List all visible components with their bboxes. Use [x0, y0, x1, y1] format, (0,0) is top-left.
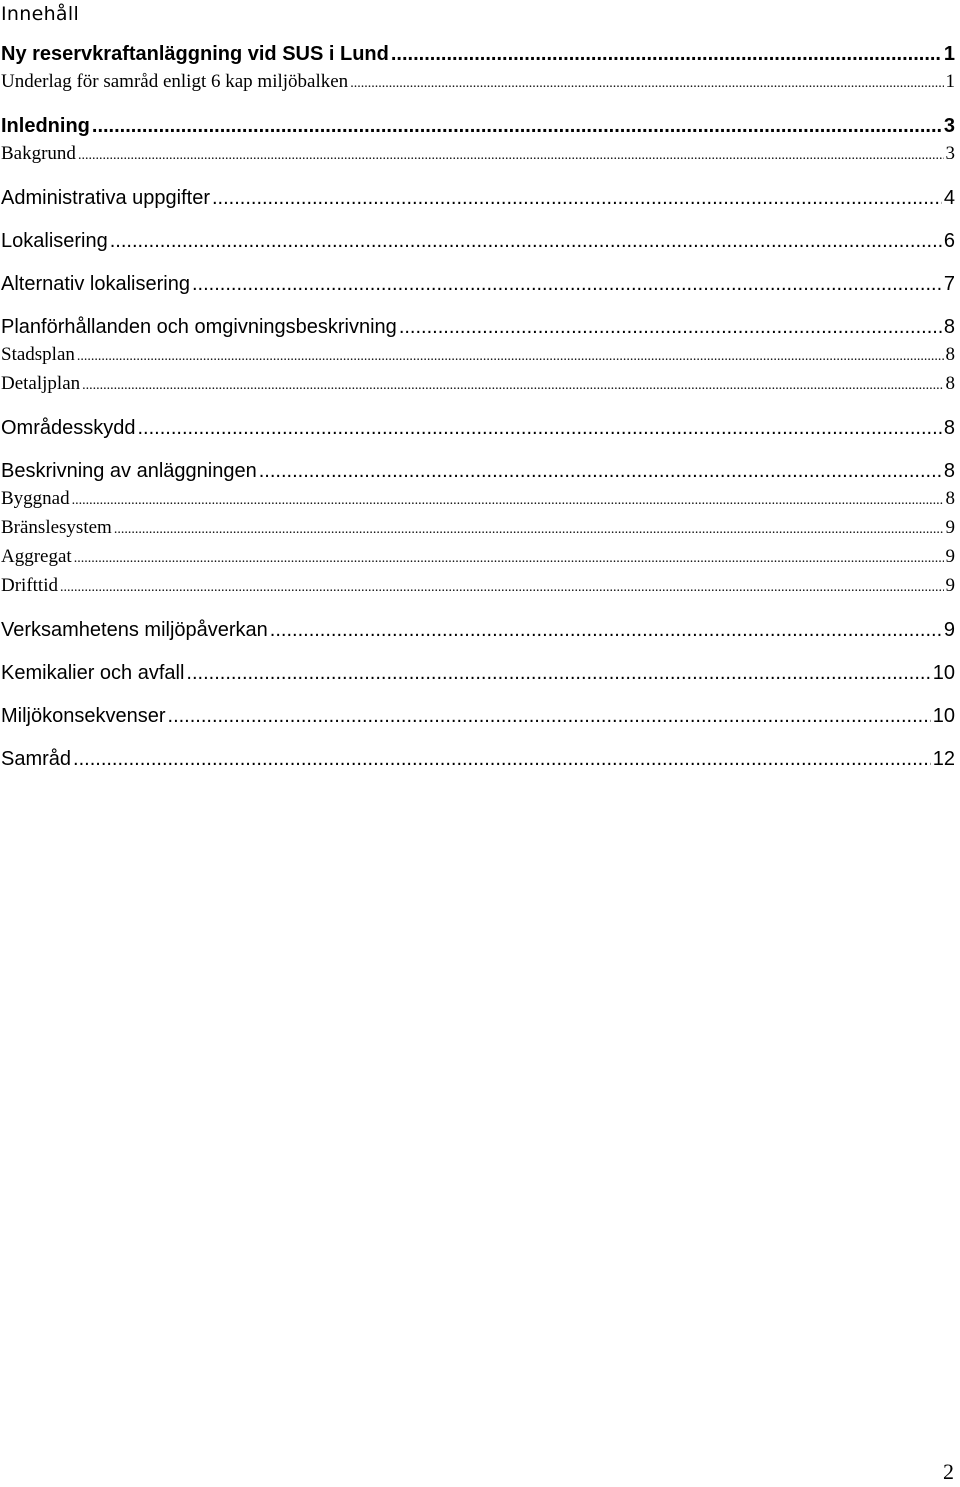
- toc-entry-byggnad[interactable]: [1, 485, 955, 514]
- toc-entry-page: 3: [943, 115, 955, 137]
- toc-entry-page: 12: [932, 748, 955, 770]
- toc-entry-bakgrund[interactable]: [1, 140, 955, 169]
- toc-entry-underlag-for-samrad[interactable]: [1, 68, 955, 97]
- toc-entry-detaljplan[interactable]: [1, 370, 955, 399]
- toc-entry-stadsplan[interactable]: [1, 341, 955, 370]
- toc-dot-leader: [92, 112, 942, 140]
- toc-entry-page: 8: [943, 316, 955, 338]
- toc-entry-lokalisering[interactable]: [1, 227, 955, 255]
- toc-dot-leader: [114, 516, 944, 543]
- toc-entry-miljokonsekvenser[interactable]: [1, 702, 955, 730]
- toc-entry-page: 8: [945, 344, 955, 365]
- toc-entry-page: 6: [943, 230, 955, 252]
- toc-entry-kemikalier-och-avfall[interactable]: [1, 659, 955, 687]
- toc-dot-leader: [74, 545, 944, 572]
- toc-entry-aggregat[interactable]: [1, 543, 955, 572]
- toc-entry-label: Inledning: [1, 115, 90, 137]
- toc-dot-leader: [259, 457, 942, 485]
- toc-entry-page: 8: [943, 460, 955, 482]
- toc-entry-page: 10: [932, 662, 955, 684]
- toc-entry-label: Aggregat: [1, 546, 72, 567]
- toc-dot-leader: [78, 142, 944, 169]
- toc-entry-page: 8: [945, 373, 955, 394]
- toc-dot-leader: [73, 745, 931, 773]
- toc-entry-label: Områdesskydd: [1, 417, 136, 439]
- toc-entry-page: 3: [945, 143, 955, 164]
- toc-dot-leader: [82, 372, 943, 399]
- toc-dot-leader: [212, 184, 942, 212]
- toc-entry-label: Planförhållanden och omgivningsbeskrivning: [1, 316, 397, 338]
- toc-dot-leader: [60, 574, 944, 601]
- toc-entry-label: Detaljplan: [1, 373, 81, 394]
- toc-entry-branslesystem[interactable]: [1, 514, 955, 543]
- toc-dot-leader: [110, 227, 942, 255]
- toc-entry-label: Lokalisering: [1, 230, 108, 252]
- toc-entry-page: 8: [943, 417, 955, 439]
- toc-entry-ny-reservkraftanlaggning[interactable]: [1, 40, 955, 68]
- toc-entry-label: Drifttid: [1, 575, 58, 596]
- toc-dot-leader: [77, 343, 944, 370]
- page-number: 2: [943, 1459, 954, 1484]
- toc-entry-page: 1: [945, 71, 955, 92]
- toc-entry-page: 9: [945, 517, 955, 538]
- toc-dot-leader: [138, 414, 942, 442]
- toc-dot-leader: [350, 70, 943, 97]
- toc-entry-drifttid[interactable]: [1, 572, 955, 601]
- toc-entry-page: 1: [943, 43, 955, 65]
- toc-dot-leader: [270, 616, 942, 644]
- toc-entry-page: 8: [945, 488, 955, 509]
- toc-entry-page: 9: [945, 546, 955, 567]
- toc-dot-leader: [186, 659, 930, 687]
- toc-dot-leader: [391, 40, 942, 68]
- toc-entry-administrativa-uppgifter[interactable]: [1, 184, 955, 212]
- toc-entry-label: Administrativa uppgifter: [1, 187, 210, 209]
- toc-entry-label: Stadsplan: [1, 344, 75, 365]
- toc-entry-label: Verksamhetens miljöpåverkan: [1, 619, 268, 641]
- toc-entry-label: Ny reservkraftanläggning vid SUS i Lund: [1, 43, 389, 65]
- toc-entry-samrad[interactable]: [1, 745, 955, 773]
- toc-entry-beskrivning-av-anlaggningen[interactable]: [1, 457, 955, 485]
- toc-entry-page: 9: [943, 619, 955, 641]
- toc-entry-label: Byggnad: [1, 488, 70, 509]
- toc-entry-verksamhetens-miljopaverkan[interactable]: [1, 616, 955, 644]
- toc-dot-leader: [399, 313, 942, 341]
- toc-entry-page: 10: [932, 705, 955, 727]
- toc-entry-label: Alternativ lokalisering: [1, 273, 190, 295]
- toc-entry-page: 4: [943, 187, 955, 209]
- toc-entry-label: Miljökonsekvenser: [1, 705, 166, 727]
- toc-heading: Innehåll: [1, 3, 80, 25]
- table-of-contents: [1, 40, 955, 773]
- toc-entry-alternativ-lokalisering[interactable]: [1, 270, 955, 298]
- toc-dot-leader: [72, 487, 944, 514]
- toc-entry-page: 7: [943, 273, 955, 295]
- toc-entry-omradesskydd[interactable]: [1, 414, 955, 442]
- toc-entry-label: Bakgrund: [1, 143, 76, 164]
- toc-entry-planforhallanden[interactable]: [1, 313, 955, 341]
- toc-entry-label: Beskrivning av anläggningen: [1, 460, 257, 482]
- toc-entry-label: Samråd: [1, 748, 72, 770]
- toc-entry-label: Underlag för samråd enligt 6 kap miljöbalken: [1, 71, 349, 92]
- toc-entry-label: Kemikalier och avfall: [1, 662, 185, 684]
- toc-dot-leader: [168, 702, 931, 730]
- toc-entry-page: 9: [945, 575, 955, 596]
- toc-dot-leader: [192, 270, 942, 298]
- toc-entry-label: Bränslesystem: [1, 517, 112, 538]
- toc-entry-inledning[interactable]: [1, 112, 955, 140]
